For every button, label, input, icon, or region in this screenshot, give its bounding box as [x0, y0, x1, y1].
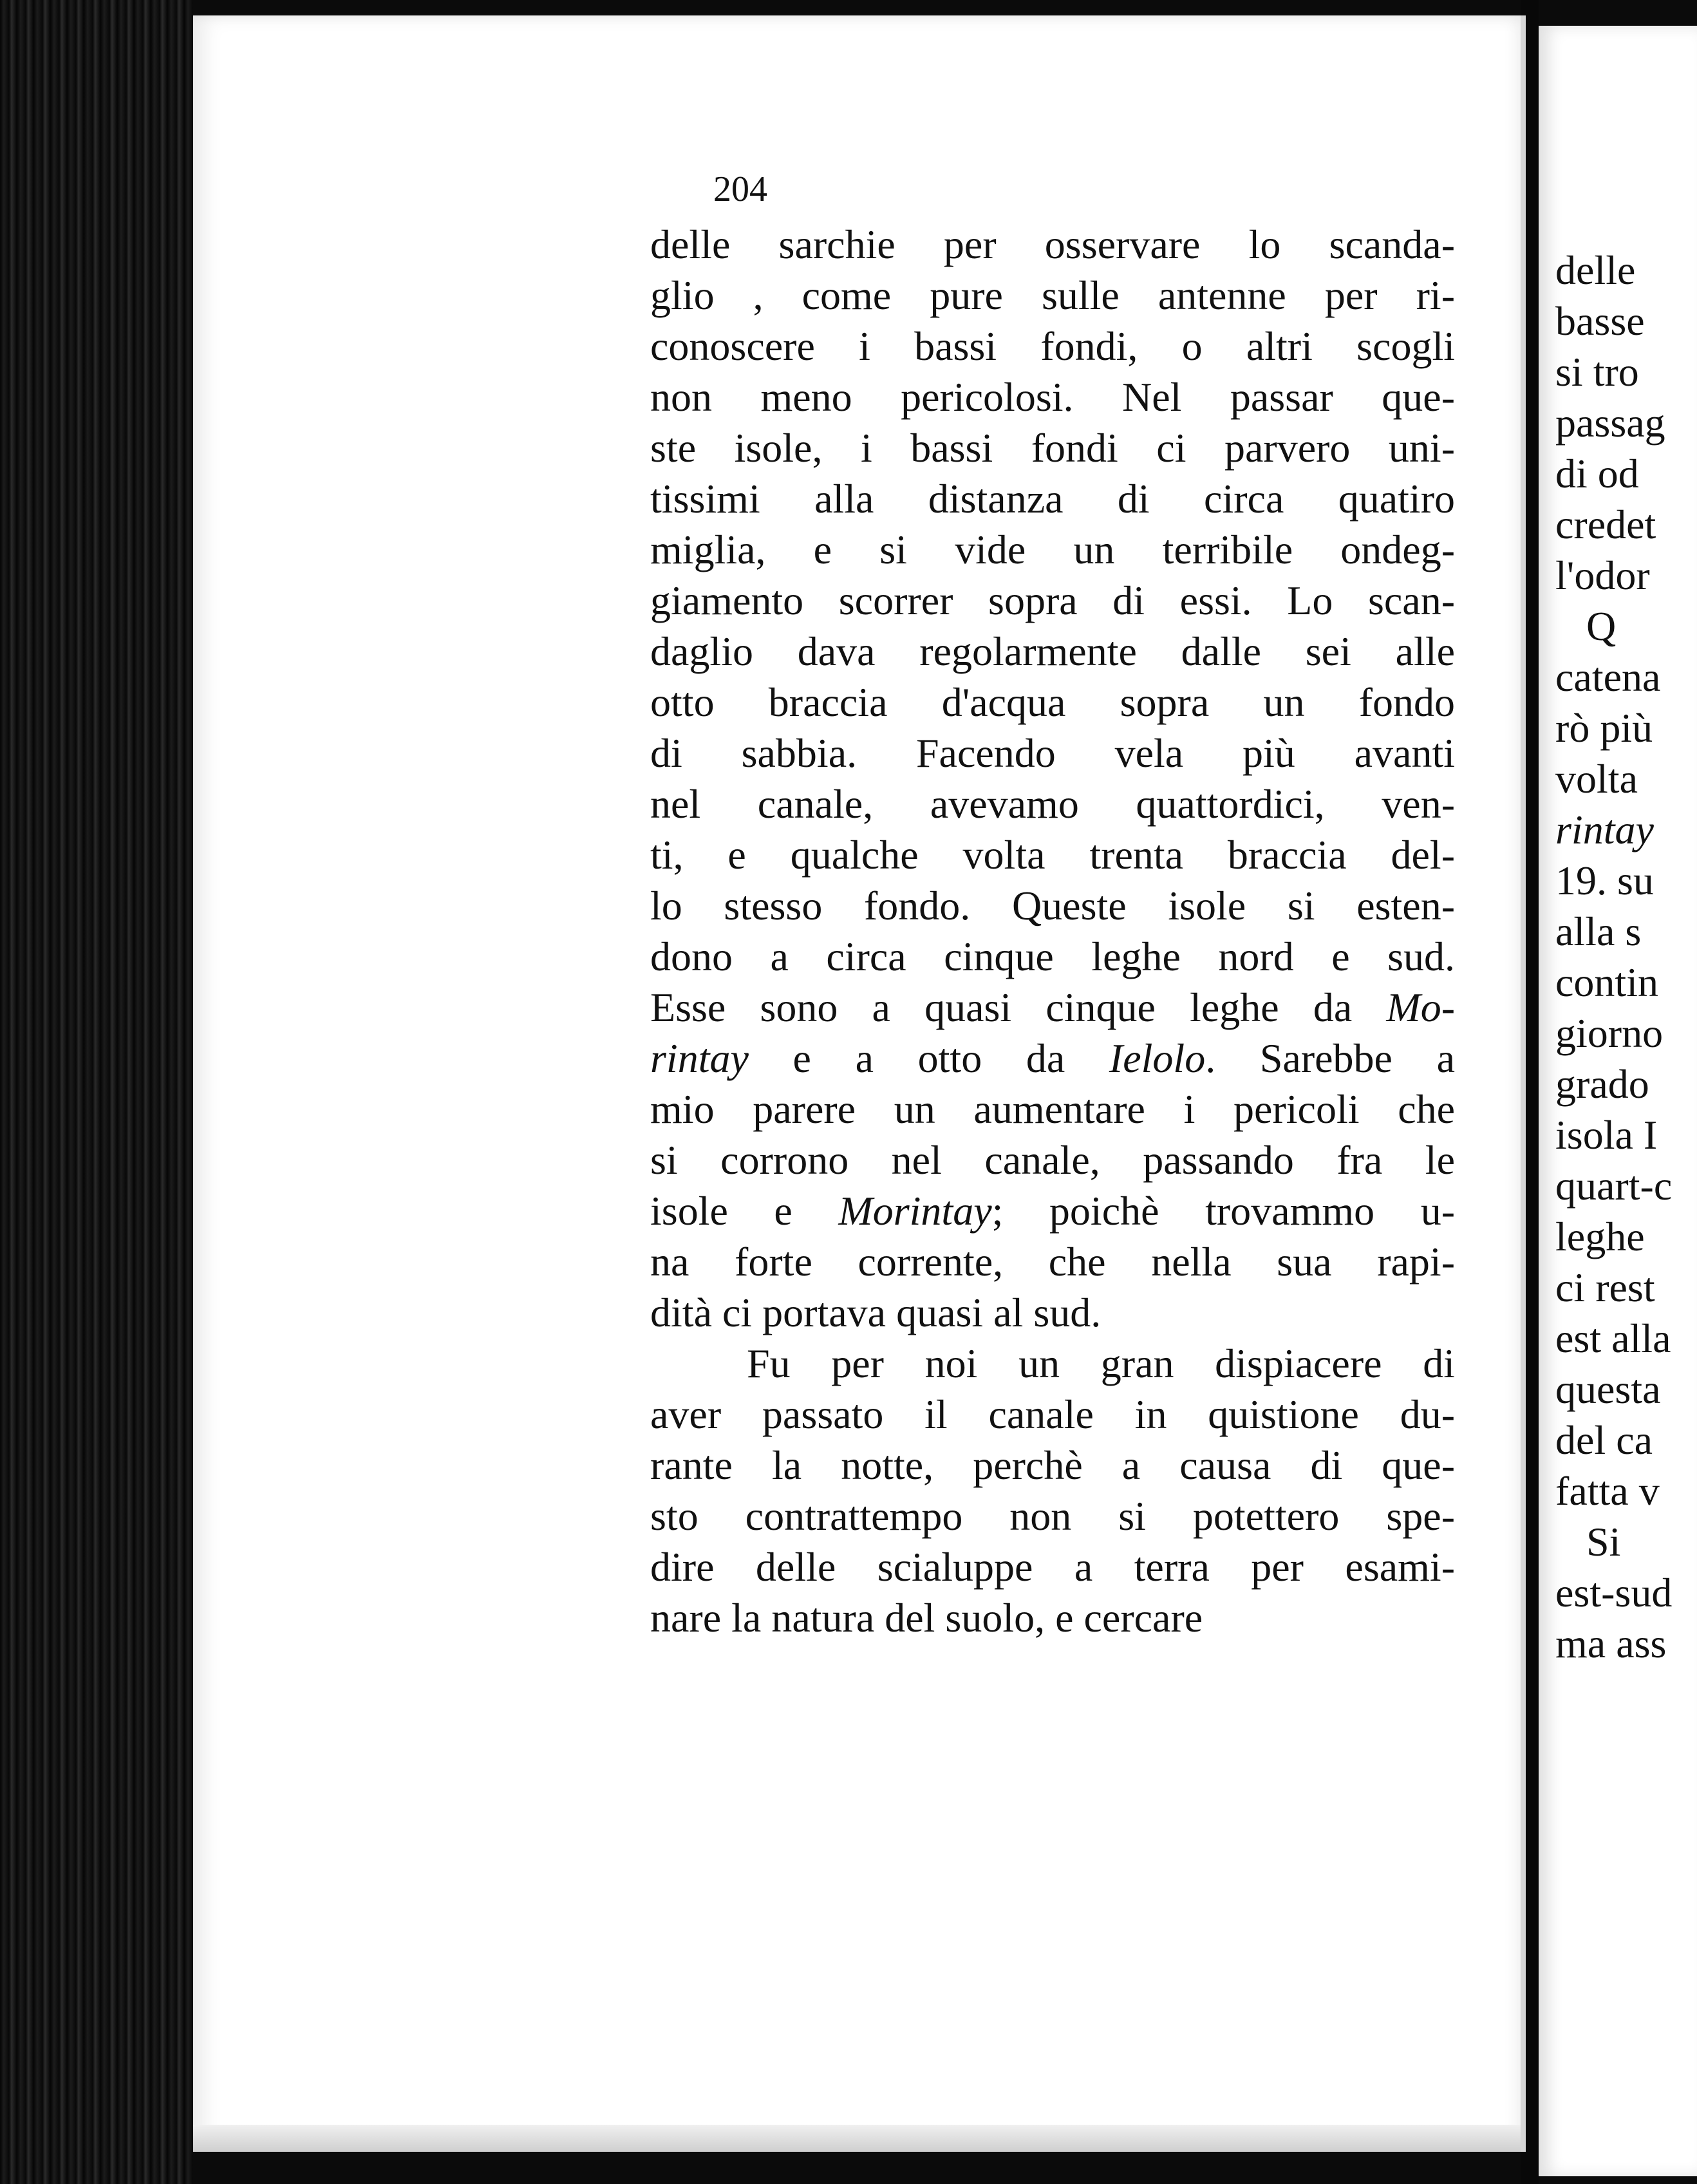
text-line: daglio dava regolarmente dalle sei alle [650, 628, 1455, 674]
text-line-fragment: contin [1555, 959, 1658, 1005]
text-line-fragment: giorno [1555, 1010, 1664, 1056]
text-line-fragment: est alla [1555, 1315, 1671, 1361]
text-line: nare la natura del suolo, e cercare [650, 1595, 1203, 1641]
text-line: sto contrattempo non si potettero spe- [650, 1493, 1455, 1539]
text-line: na forte corrente, che nella sua rapi- [650, 1239, 1455, 1285]
text-line-fragment: delle [1555, 247, 1636, 293]
text-line: ste isole, i bassi fondi ci parvero uni- [650, 425, 1455, 471]
right-page [1539, 26, 1697, 2176]
text-line-fragment: di od [1555, 451, 1639, 496]
text-line-fragment: basse [1555, 298, 1645, 344]
page-number: 204 [713, 169, 767, 209]
text-line: otto braccia d'acqua sopra un fondo [650, 679, 1455, 725]
text-line-fragment: questa [1555, 1366, 1661, 1412]
text-line: di sabbia. Facendo vela più avanti [650, 730, 1455, 776]
right-page-text [1555, 245, 1672, 1669]
text-line: isole e Morintay; poichè trovammo u- [650, 1188, 1456, 1234]
text-line-fragment: ci rest [1555, 1265, 1655, 1310]
text-line: conoscere i bassi fondi, o altri scogli [650, 323, 1455, 369]
text-line: ti, e qualche volta trenta braccia del- [650, 832, 1455, 878]
text-line: glio , come pure sulle antenne per ri- [650, 272, 1455, 318]
text-line-fragment: rintay [1555, 807, 1654, 852]
text-line-fragment: passag [1555, 400, 1665, 446]
text-line: giamento scorrer sopra di essi. Lo scan- [650, 578, 1455, 623]
text-line: si corrono nel canale, passando fra le [650, 1137, 1455, 1183]
text-line: dire delle scialuppe a terra per esami- [650, 1544, 1455, 1590]
text-line-fragment: grado [1555, 1061, 1649, 1107]
text-line: tissimi alla distanza di circa quatiro [650, 476, 1455, 522]
left-page-text [650, 219, 1455, 1643]
text-line-fragment: est-sud [1555, 1570, 1673, 1615]
text-line: rintay e a otto da Ielolo. Sarebbe a [650, 1035, 1456, 1081]
text-line-fragment: catena [1555, 654, 1661, 700]
text-line: dono a circa cinque leghe nord e sud. [650, 934, 1455, 979]
text-line-fragment: Q [1586, 603, 1617, 649]
text-line-fragment: volta [1555, 756, 1638, 802]
text-line-fragment: l'odor [1555, 552, 1650, 598]
text-line: miglia, e si vide un terribile ondeg- [650, 527, 1455, 572]
text-line-fragment: si tro [1555, 349, 1639, 395]
text-line: Fu per noi un gran dispiacere di [747, 1341, 1455, 1386]
text-line-fragment: isola I [1555, 1112, 1658, 1158]
text-line-fragment: ma ass [1555, 1621, 1667, 1666]
text-line-fragment: quart-c [1555, 1163, 1673, 1209]
page-bottom-edge [193, 2125, 1521, 2152]
text-line: lo stesso fondo. Queste isole si esten- [650, 883, 1455, 928]
text-line: non meno pericolosi. Nel passar que- [650, 374, 1455, 420]
text-line: mio parere un aumentare i pericoli che [650, 1086, 1455, 1132]
text-line: aver passato il canale in quistione du- [650, 1391, 1455, 1437]
text-line-fragment: del ca [1555, 1417, 1653, 1463]
text-line-fragment: leghe [1555, 1214, 1645, 1259]
text-line: rante la notte, perchè a causa di que- [650, 1442, 1455, 1488]
text-line-fragment: alla s [1555, 908, 1642, 954]
text-line-fragment: rò più [1555, 705, 1653, 751]
text-line-fragment: fatta v [1555, 1468, 1660, 1514]
text-line-fragment: Si [1586, 1519, 1621, 1565]
text-line: Esse sono a quasi cinque leghe da Mo- [650, 984, 1455, 1030]
text-line-fragment: 19. su [1555, 858, 1654, 903]
scan-left-edge [0, 0, 193, 2184]
text-line: dità ci portava quasi al sud. [650, 1290, 1102, 1335]
text-line: nel canale, avevamo quattordici, ven- [650, 781, 1455, 827]
text-line: delle sarchie per osservare lo scanda- [650, 221, 1455, 267]
text-line-fragment: credet [1555, 502, 1656, 547]
